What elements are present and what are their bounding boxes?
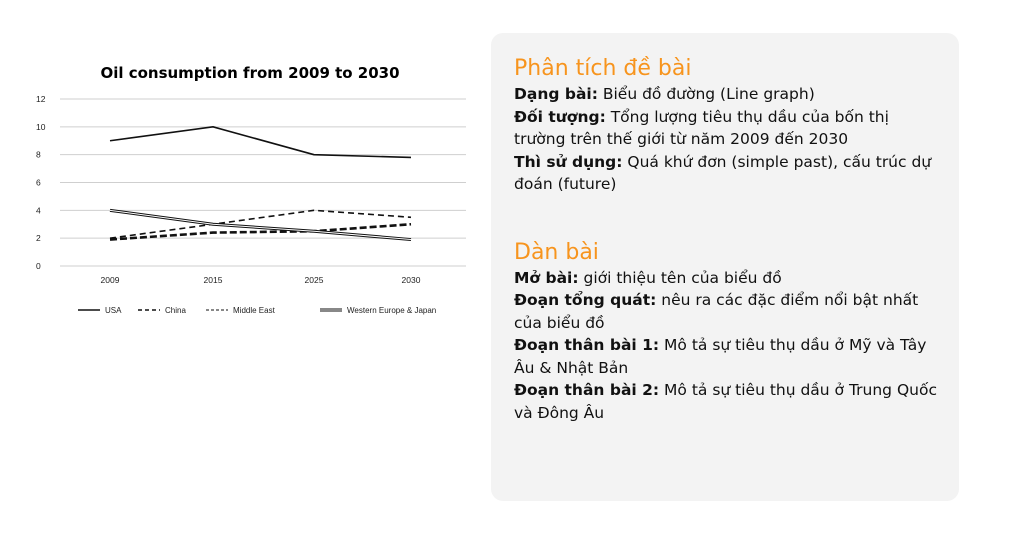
line-chart bbox=[20, 55, 480, 335]
outline-item-overview: Đoạn tổng quát: nêu ra các đặc điểm nổi bật nhất của biểu đồ bbox=[514, 291, 919, 332]
analysis-item-subject: Đối tượng: Tổng lượng tiêu thụ dầu của bốn thị trường trên thế giới từ năm 2009 đến 2030 bbox=[514, 107, 889, 148]
analysis-item-tense: Thì sử dụng: Quá khứ đơn (simple past), cấu trúc dự đoán (future) bbox=[514, 152, 932, 193]
analysis-panel bbox=[491, 33, 959, 501]
legend-label: Middle East bbox=[233, 306, 275, 315]
section-heading-outline: Dàn bài bbox=[514, 239, 599, 265]
y-tick-label: 0 bbox=[36, 261, 41, 271]
analysis-content bbox=[514, 55, 944, 424]
analysis-item-type: Dạng bài: Biểu đồ đường (Line graph) bbox=[514, 85, 815, 103]
legend-label: USA bbox=[105, 306, 122, 315]
outline-item-intro: Mở bài: giới thiệu tên của biểu đồ bbox=[514, 268, 782, 287]
outline-item-body1: Đoạn thân bài 1: Mô tả sự tiêu thụ dầu ở Mỹ và Tây Âu & Nhật Bản bbox=[514, 336, 927, 377]
x-tick-label: 2009 bbox=[100, 275, 120, 285]
x-tick-label: 2015 bbox=[203, 275, 223, 285]
legend-label: China bbox=[165, 306, 186, 315]
y-tick-label: 6 bbox=[36, 177, 41, 188]
y-tick-label: 8 bbox=[36, 149, 41, 160]
x-tick-label: 2025 bbox=[304, 275, 324, 285]
x-tick-label: 2030 bbox=[401, 275, 421, 285]
series-line-2 bbox=[110, 210, 411, 238]
series-line-1 bbox=[110, 127, 411, 158]
y-tick-label: 12 bbox=[36, 94, 46, 104]
chart-title: Oil consumption from 2009 to 2030 bbox=[100, 64, 400, 82]
series-line-inner-4 bbox=[110, 210, 411, 239]
chart-svg bbox=[20, 55, 480, 335]
y-tick-label: 2 bbox=[36, 233, 41, 244]
y-tick-label: 4 bbox=[36, 205, 41, 216]
y-tick-label: 10 bbox=[36, 121, 46, 132]
legend-label: Western Europe & Japan bbox=[347, 306, 437, 315]
outline-item-body2: Đoạn thân bài 2: Mô tả sự tiêu thụ dầu ở Trung Quốc và Đông Âu bbox=[514, 381, 937, 422]
section-heading-analysis: Phân tích đề bài bbox=[514, 56, 692, 81]
